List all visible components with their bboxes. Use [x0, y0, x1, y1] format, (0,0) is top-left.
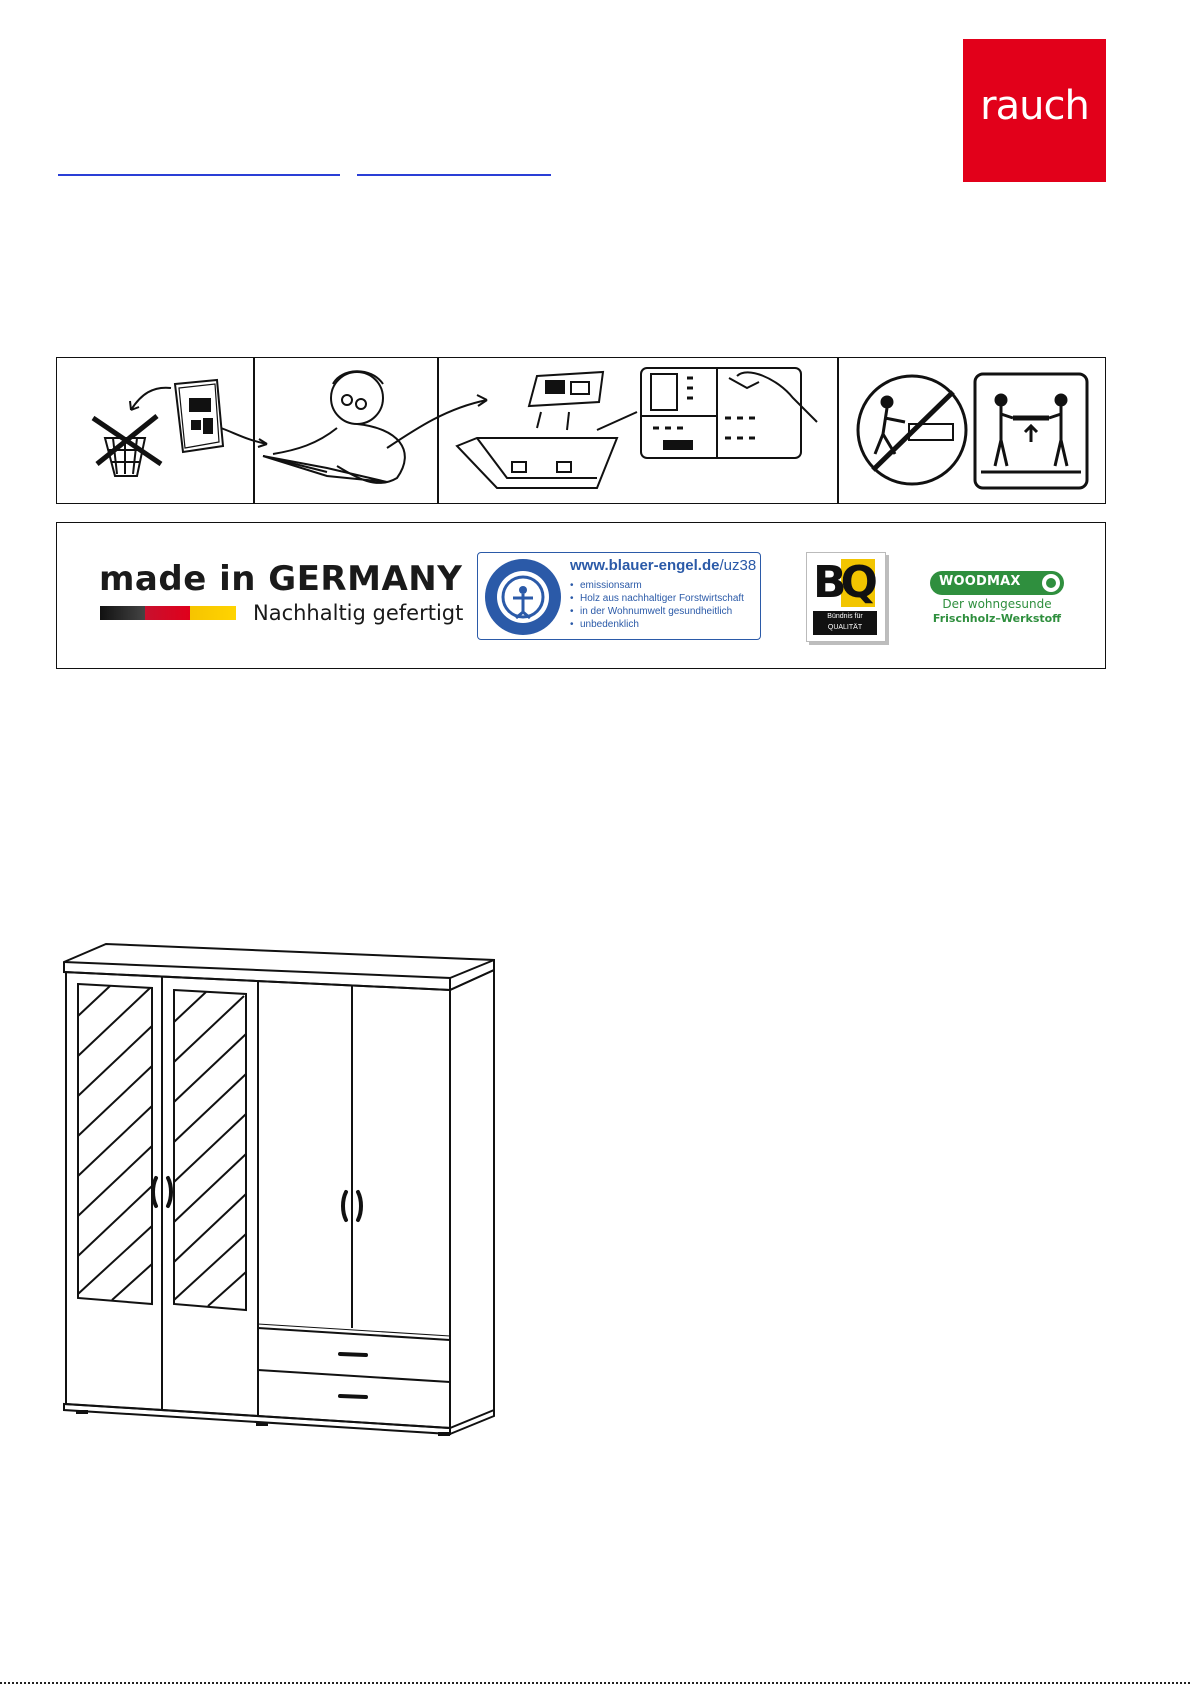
woodmax-line2: Frischholz–Werkstoff [932, 612, 1062, 625]
rauch-logo [963, 39, 1106, 182]
made-in-germany-subtitle: Nachhaltig gefertigt [253, 601, 464, 625]
header-link-1[interactable] [58, 148, 340, 176]
blauer-engel-bullets [570, 579, 744, 631]
list-item: • Holz aus nachhaltiger Forstwirtschaft [570, 592, 744, 605]
made-in-germany-title: made in GERMANY [99, 559, 463, 599]
logo-text: rauch [980, 83, 1089, 129]
blauer-engel-label [477, 552, 761, 640]
lift-furniture-icon [975, 374, 1087, 488]
header-link-2[interactable] [357, 148, 551, 176]
pictograms-svg [57, 358, 1104, 502]
keep-parts-and-receipt-icon [457, 368, 817, 488]
bq-caption [813, 611, 877, 635]
blauer-engel-url [570, 557, 756, 574]
woodmax-badge-label: WOODMAX [939, 574, 1021, 589]
bq-quality-label [806, 552, 886, 642]
instruction-pictograms [56, 357, 1106, 504]
blauer-engel-url-main: www.blauer-engel.de [570, 557, 720, 574]
list-item: • emissionsarm [570, 579, 744, 592]
woodmax-line1: Der wohngesunde [942, 597, 1052, 611]
page-bottom-border [0, 1682, 1192, 1684]
do-not-push-furniture-icon [858, 376, 966, 484]
list-item: • in der Wohnumwelt gesundheitlich [570, 605, 744, 618]
certificates-strip [56, 522, 1106, 669]
read-instructions-icon [263, 371, 487, 483]
wardrobe-illustration [60, 938, 500, 1438]
list-item: • unbedenklich [570, 618, 744, 631]
bq-caption-line2: QUALITÄT [827, 624, 863, 631]
do-not-throw-away-instructions-icon [93, 380, 267, 476]
bq-caption-line1: Bündnis für [827, 613, 863, 620]
woodmax-badge [930, 571, 1064, 595]
germany-flag-bar [100, 606, 236, 620]
blauer-engel-url-suffix: /uz38 [719, 557, 757, 574]
bq-letters: BQ [813, 557, 872, 608]
blauer-engel-seal-icon [480, 554, 566, 640]
woodmax-dot-icon [1042, 574, 1060, 592]
